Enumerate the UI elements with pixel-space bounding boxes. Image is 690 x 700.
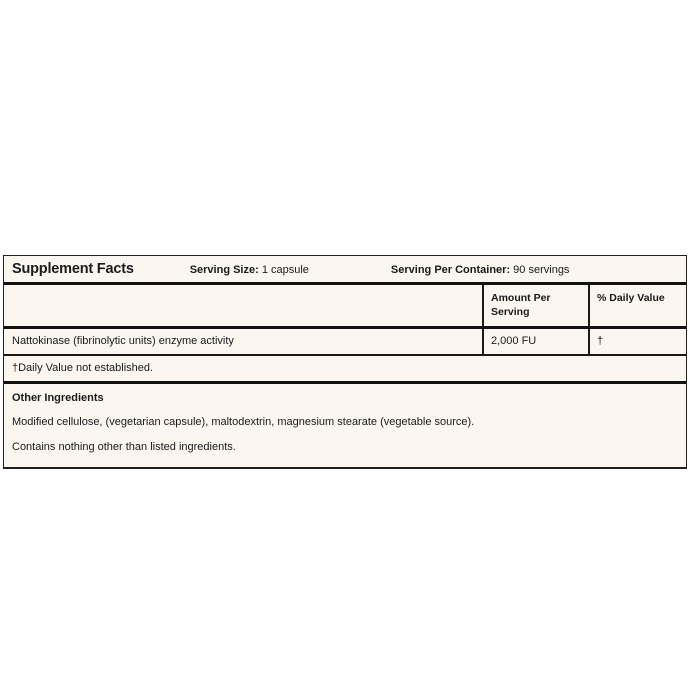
other-ingredients-line: Modified cellulose, (vegetarian capsule), maltodextrin, magnesium stearate (vegetable source).	[12, 416, 475, 428]
serving-size	[190, 257, 309, 283]
serving-per-container-value: 90 servings	[510, 264, 570, 276]
serving-per-container-label: Serving Per Container:	[390, 264, 511, 276]
other-ingredients-section	[4, 384, 686, 467]
other-ingredients-note: Contains nothing other than listed ingredients.	[12, 441, 236, 453]
serving-size-label: Serving Size:	[189, 264, 259, 276]
supplement-facts-header	[4, 256, 686, 285]
nutrient-daily-value: †	[588, 329, 686, 354]
other-ingredients-title: Other Ingredients	[12, 392, 104, 404]
table-column-header-row	[4, 285, 686, 329]
column-header-percent-daily-value: % Daily Value	[588, 285, 686, 326]
nutrient-amount: 2,000 FU	[482, 329, 588, 354]
table-row	[4, 329, 686, 356]
nutrient-name: Nattokinase (fibrinolytic units) enzyme activity	[12, 335, 234, 347]
supplement-facts-panel	[3, 255, 687, 469]
column-header-amount-per-serving: Amount Per Serving	[482, 285, 588, 326]
serving-per-container	[391, 257, 570, 283]
daily-value-footnote: †Daily Value not established.	[4, 356, 686, 384]
column-header-description	[4, 285, 482, 326]
panel-title: Supplement Facts	[12, 261, 134, 277]
serving-size-value: 1 capsule	[258, 264, 309, 276]
